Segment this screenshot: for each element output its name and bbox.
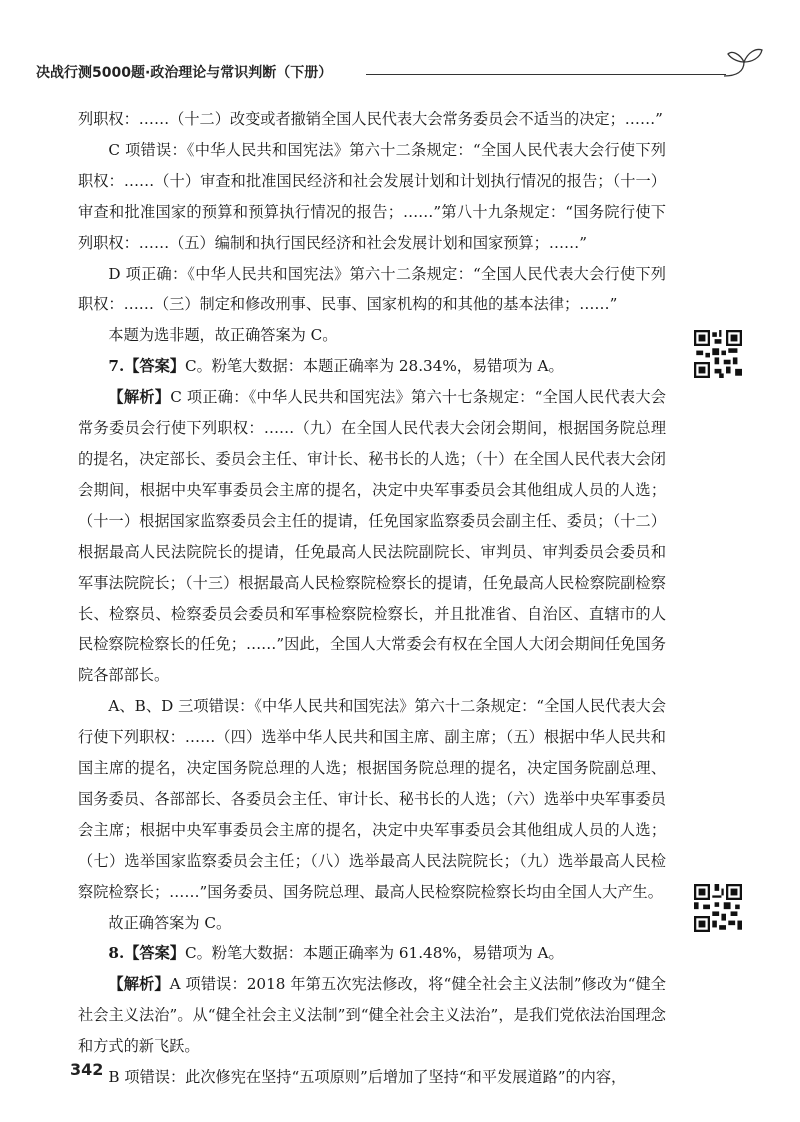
answer-label: 8.【答案】: [108, 944, 185, 963]
analysis-8: 【解析】A 项错误：2018 年第五次宪法修改，将“健全社会主义法制”修改为“健全社会主义法治”。从“健全社会主义法制”到“健全社会主义法治”，是我们党依法治国理念和方式的新飞跃。: [78, 975, 666, 1056]
paragraph: A、B、D 三项错误：《中华人民共和国宪法》第六十二条规定：“全国人民代表大会行使下列职权：……（四）选举中华人民共和国主席、副主席；（五）根据中华人民共和国主席的提名，决定国务院总理的人选；根据国务院总理的提名，决定国务院副总理、国务委员、各部部长、各委员会主任、审计长、秘书长的人选；（六）选举中央军事委员会主席；根据中央军事委员会主席的提名，决定中央军事委员会其他组成人员的人选；（七）选举国家监察委员会主任；（八）选举最高人民法院院长；（九）选举最高人民检察院检察长；……”国务委员、国务院总理、最高人民检察院检察长均由全国人大产生。: [78, 697, 666, 901]
answer-8: 8.【答案】C。粉笔大数据：本题正确率为 61.48%，易错项为 A。: [108, 944, 564, 963]
analysis-label: 【解析】: [108, 975, 170, 994]
paragraph: D 项正确：《中华人民共和国宪法》第六十二条规定：“全国人民代表大会行使下列职权：……（三）制定和修改刑事、民事、国家机构的和其他的基本法律；……”: [78, 264, 666, 314]
qr-code-icon[interactable]: [694, 330, 742, 378]
running-header: [36, 62, 766, 86]
answer-label: 7.【答案】: [108, 357, 185, 376]
answer-7: 7.【答案】C。粉笔大数据：本题正确率为 28.34%，易错项为 A。: [108, 357, 564, 376]
qr-code-icon[interactable]: [694, 884, 742, 932]
answer-explanation-body: [78, 104, 666, 1093]
paragraph: B 项错误：此次修宪在坚持“五项原则”后增加了坚持“和平发展道路”的内容，: [108, 1068, 627, 1087]
analysis-7: 【解析】C 项正确：《中华人民共和国宪法》第六十七条规定：“全国人民代表大会常务委员会行使下列职权：……（九）在全国人民代表大会闭会期间，根据国务院总理的提名，决定部长、委员会主任、审计长、秘书长的人选；（十）在全国人民代表大会闭会期间，根据中央军事委员会主席的提名，决定中央军事委员会其他组成人员的人选；（十一）根据国家监察委员会主任的提请，任免国家监察委员会副主任、委员；（十二）根据最高人民法院院长的提请，任免最高人民法院副院长、审判员、审判委员会委员和军事法院院长；（十三）根据最高人民检察院检察长的提请，任免最高人民检察院副检察长、检察员、检察委员会委员和军事检察院检察长，并且批准省、自治区、直辖市的人民检察院检察长的任免；……”因此，全国人大常委会有权在全国人大闭会期间任免国务院各部部长。: [78, 388, 666, 685]
paragraph: 本题为选非题，故正确答案为 C。: [108, 326, 338, 345]
sprout-icon: [722, 42, 766, 82]
book-title: 决战行测5000题·政治理论与常识判断（下册）: [36, 65, 333, 81]
paragraph: C 项错误：《中华人民共和国宪法》第六十二条规定：“全国人民代表大会行使下列职权：……（十）审查和批准国民经济和社会发展计划和计划执行情况的报告；（十一）审查和批准国家的预算和预算执行情况的报告；……”第八十九条规定：“国务院行使下列职权：……（五）编制和执行国民经济和社会发展计划和国家预算；……”: [78, 140, 666, 252]
paragraph: 列职权：……（十二）改变或者撤销全国人民代表大会常务委员会不适当的决定；……”: [78, 110, 663, 128]
header-rule: [366, 74, 726, 75]
page-number: 342: [70, 1060, 104, 1079]
paragraph: 故正确答案为 C。: [108, 913, 232, 932]
analysis-label: 【解析】: [108, 388, 171, 407]
